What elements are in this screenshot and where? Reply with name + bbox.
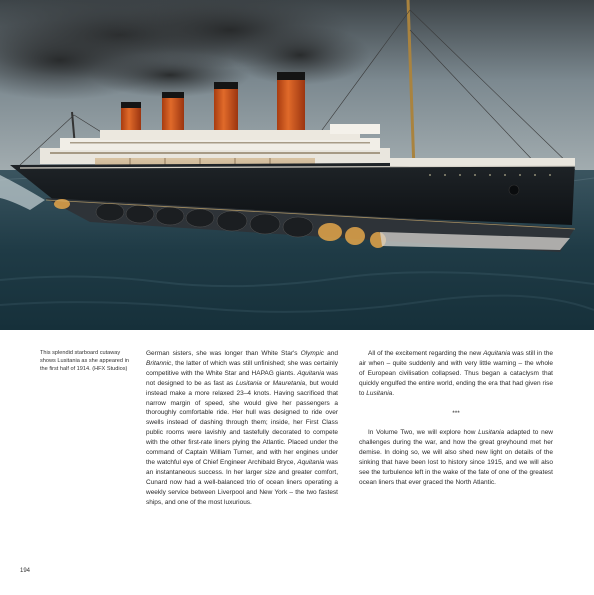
figure-caption: This splendid starboard cutaway shows Lusitania as she appeared in the first half of 1914. (HFX Studios) bbox=[40, 350, 129, 372]
paragraph: German sisters, she was longer than White Star's Olympic and Britannic, the latter of which was still unfinished; she was certainly competitive with the White Star and HAPAG giants. Aquitania was not designed to be as fast as Lusitania or Mauretania, but would instead make a more relaxed 23–4 knots. Having sacrificed that narrow margin of speed, she would give her passengers a thoroughly comfortable ride. Her hull was designed to ride over swells instead of dashing through them; inside, her First Class public rooms were lavishly and tastefully decorated to compete with the other first-rate liners plying the Atlantic. Placed under the command of Captain William Turner, and with her engines under the watchful eye of Chief Engineer Archibald Bryce, Aquitania was an instantaneous success. In her larger size and greater comfort, Cunard now had a well-balanced trio of ocean liners operating a weekly service between Liverpool and New York – the two fastest ships, and one of the most luxurious. bbox=[146, 350, 339, 506]
body-column-right bbox=[359, 349, 553, 488]
body-column-left bbox=[146, 349, 338, 508]
section-break: *** bbox=[452, 409, 460, 417]
page-number: 194 bbox=[20, 568, 31, 574]
paragraph: All of the excitement regarding the new Aquitania was still in the air when – quite suddenly and with very little warning – the whole of European civilisation collapsed. Thus began a cataclysm that quickly engulfed the entire world, ending the era that had given rise to Lusitania. bbox=[359, 350, 553, 397]
paragraph: In Volume Two, we will explore how Lusitania adapted to new challenges during the war, and how the great greyhound met her demise. In doing so, we will also shed new light on details of the sinking that have been lost to history since 1915, and we will also see the turbulence left in the wake of the fate of one of the greatest ocean liners that ever graced the North Atlantic. bbox=[359, 429, 553, 486]
